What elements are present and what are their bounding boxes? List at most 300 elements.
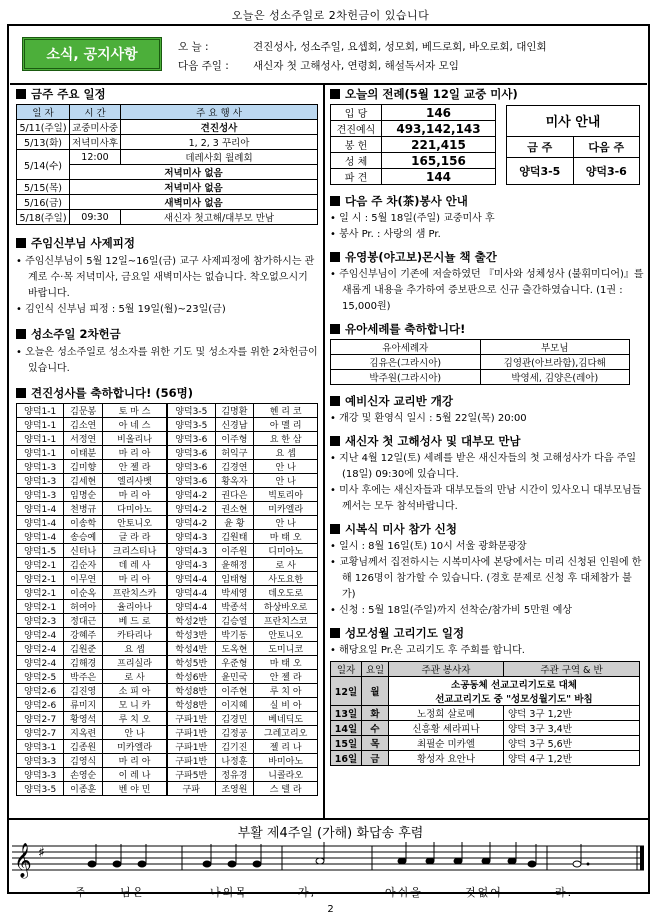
catechism-bullet: • 개강 및 환영식 일시 : 5월 22일(목) 20:00 xyxy=(330,411,644,427)
book-body xyxy=(330,267,644,315)
tea-bullet: • 봉사 Pr. : 사랑의 샘 Pr. xyxy=(330,227,644,243)
confirmation-name: 천병규 xyxy=(64,502,103,516)
confirmation-saint: 안토니오 xyxy=(103,516,167,530)
confirmation-area: 양덕3-5 xyxy=(167,418,215,432)
confirmation-name: 나정훈 xyxy=(215,754,254,768)
confirmation-name: 김문봉 xyxy=(64,404,103,418)
confirmation-saint: 프리실라 xyxy=(103,656,167,670)
schedule-event: 1, 2, 3 꾸리아 xyxy=(121,135,318,150)
column-divider xyxy=(323,83,325,818)
martyr-bullet: • 교황님께서 집전하시는 시복미사에 본당에서는 미리 신청된 인원에 한해 126명이 참가할 수 있습니다. (경호 문제로 신청 후 대체참가 불가) xyxy=(330,555,644,603)
week-schedule-header: 시 간 xyxy=(70,105,121,120)
rosary-volunteer: 노정희 살로메 xyxy=(389,706,504,721)
confirmation-name: 김종원 xyxy=(64,740,103,754)
priest-meeting-bullet: • 김인식 신부님 피정 : 5월 19일(월)~23일(금) xyxy=(16,302,318,318)
rosary-area: 양덕 3구 3,4반 xyxy=(504,721,640,736)
table-row xyxy=(17,150,318,165)
rosary-volunteer: 신흥황 세라피나 xyxy=(389,721,504,736)
confirmation-area: 구파1반 xyxy=(167,726,215,740)
confirmation-saint: 프란치스카 xyxy=(103,586,167,600)
confirmation-name: 정유경 xyxy=(215,768,254,782)
confirmation-name: 이순옥 xyxy=(64,586,103,600)
confirmation-name: 황옥자 xyxy=(215,474,254,488)
confirmation-saint: 모 니 카 xyxy=(103,698,167,712)
confirmation-name: 박세영 xyxy=(215,586,254,600)
lyric-syllable: 주 xyxy=(75,886,88,899)
confirmation-saint: 바미아노 xyxy=(254,754,318,768)
second-collection-bullet: • 오늘은 성소주일로 성소자를 위한 기도 및 성소자를 위한 2차헌금이 있습니다. xyxy=(16,345,318,377)
confirmation-area: 양덕2-1 xyxy=(17,558,64,572)
music-staff xyxy=(12,840,648,880)
lyric-syllable: 자, xyxy=(298,886,317,899)
confirmation-name: 김원태 xyxy=(215,530,254,544)
confirmation-saint: 요 셉 xyxy=(254,446,318,460)
table-row xyxy=(17,530,318,544)
martyr-bullet: • 일시 : 8월 16일(토) 10시 서울 광화문광장 xyxy=(330,539,644,555)
confirmation-saint: 루 치 아 xyxy=(254,684,318,698)
mass-value: 144 xyxy=(382,169,496,185)
schedule-date: 5/11(주일) xyxy=(17,120,70,135)
confirmation-title: 견진성사를 축하합니다! (56명) xyxy=(16,385,318,401)
rosary-note xyxy=(389,677,640,706)
confirmation-saint: 요 셉 xyxy=(103,642,167,656)
rosary-volunteer: 황성자 요안나 xyxy=(389,751,504,766)
schedule-time: 교중미사중 xyxy=(70,120,121,135)
rosary-date: 15일 xyxy=(331,736,362,751)
table-row xyxy=(17,404,318,418)
confirmation-area: 학성5반 xyxy=(167,656,215,670)
top-notice: 오늘은 성소주일로 2차헌금이 있습니다 xyxy=(231,9,430,22)
mass-value: 221,415 xyxy=(382,137,496,153)
confirmation-saint: 안 젤 라 xyxy=(103,460,167,474)
newcomer-bullet: • 미사 후에는 새신자들과 대부모들의 만남 시간이 있사오니 대부모님들께서는 모두 참석바랍니다. xyxy=(330,483,644,515)
confirmation-area: 학성3반 xyxy=(167,628,215,642)
priest-meeting-body xyxy=(16,254,318,318)
confirmation-area: 양덕1-4 xyxy=(17,530,64,544)
confirmation-area: 양덕3-5 xyxy=(167,404,215,418)
rosary-table xyxy=(330,661,640,766)
confirmation-name: 이지혜 xyxy=(215,698,254,712)
mass-value: 493,142,143 xyxy=(382,121,496,137)
confirmation-saint: 토 마 스 xyxy=(103,404,167,418)
notice-value-next: 새신자 첫 고해성사, 연령회, 해설독서자 모임 xyxy=(253,60,459,72)
confirmation-area: 양덕1-5 xyxy=(17,544,64,558)
confirmation-area: 학성6반 xyxy=(167,670,215,684)
confirmation-saint: 율리아나 xyxy=(103,600,167,614)
tea-body xyxy=(330,211,644,243)
table-row xyxy=(17,488,318,502)
confirmation-name: 윤민국 xyxy=(215,670,254,684)
confirmation-area: 학성8반 xyxy=(167,698,215,712)
schedule-event: 저녁미사 없음 xyxy=(70,165,318,180)
confirmation-name: 서정연 xyxy=(64,432,103,446)
table-row xyxy=(17,418,318,432)
confirmation-name: 이주현 xyxy=(215,684,254,698)
rosary-date: 14일 xyxy=(331,721,362,736)
confirmation-saint: 도미니코 xyxy=(254,642,318,656)
confirmation-name: 김미향 xyxy=(64,460,103,474)
confirmation-name: 이송학 xyxy=(64,516,103,530)
table-row xyxy=(17,684,318,698)
confirmation-area: 양덕2-7 xyxy=(17,712,64,726)
schedule-event: 저녁미사 없음 xyxy=(70,180,318,195)
left-column xyxy=(16,86,318,796)
schedule-time: 12:00 xyxy=(70,150,121,165)
table-row xyxy=(17,572,318,586)
lyric-syllable: 나의목 xyxy=(210,886,248,899)
confirmation-name: 손영순 xyxy=(64,768,103,782)
catechism-title: 예비신자 교리반 개강 xyxy=(330,393,644,409)
rosary-header: 요일 xyxy=(362,662,389,677)
confirmation-name: 신경남 xyxy=(215,418,254,432)
lyric-syllable: 것없어 xyxy=(465,886,503,899)
confirmation-area: 양덕2-3 xyxy=(17,614,64,628)
schedule-time: 저녁미사후 xyxy=(70,135,121,150)
confirmation-name: 김경연 xyxy=(215,460,254,474)
confirmation-area: 양덕2-4 xyxy=(17,656,64,670)
confirmation-saint: 크리스티나 xyxy=(103,544,167,558)
mass-guide-title: 미사 안내 xyxy=(507,105,640,136)
confirmation-name: 김소연 xyxy=(64,418,103,432)
schedule-time: 09:30 xyxy=(70,210,121,225)
rosary-day: 월 xyxy=(362,677,389,706)
confirmation-area: 구파1반 xyxy=(167,712,215,726)
mass-value: 165,156 xyxy=(382,153,496,169)
confirmation-name: 박주은 xyxy=(64,670,103,684)
confirmation-name: 이무연 xyxy=(64,572,103,586)
tea-title: 다음 주 차(茶)봉사 안내 xyxy=(330,193,644,209)
confirmation-saint: 안 젤 라 xyxy=(254,670,318,684)
confirmation-area: 양덕4-4 xyxy=(167,600,215,614)
confirmation-saint: 데 레 사 xyxy=(103,558,167,572)
mass-guide-value: 양덕3-5 xyxy=(507,157,574,184)
table-row xyxy=(17,628,318,642)
table-row xyxy=(17,726,318,740)
notice-label-today: 오 늘 : xyxy=(178,41,209,53)
confirmation-saint: 헨 리 코 xyxy=(254,404,318,418)
table-row xyxy=(17,586,318,600)
confirmation-area: 양덕2-6 xyxy=(17,684,64,698)
table-row xyxy=(331,169,496,185)
infant-child: 김유은(그라시아) xyxy=(331,355,481,370)
rosary-note-line: 선교고리기도 중 "성모성월기도" 바침 xyxy=(435,694,593,705)
confirmation-name: 도옥현 xyxy=(215,642,254,656)
confirmation-saint: 사도요한 xyxy=(254,572,318,586)
confirmation-saint: 프란치스코 xyxy=(254,614,318,628)
confirmation-area: 양덕3-3 xyxy=(17,754,64,768)
confirmation-name: 박종석 xyxy=(215,600,254,614)
notice-value-today: 견진성사, 성소주일, 요셉회, 성모회, 베드로회, 바오로회, 대인회 xyxy=(253,41,547,53)
newcomer-bullet: • 지난 4월 12일(토) 세례를 받은 새신자들의 첫 고해성사가 다음 주일(18일) 09:30에 있습니다. xyxy=(330,451,644,483)
rosary-title: 성모성월 고리기도 일정 xyxy=(330,625,644,641)
table-row xyxy=(17,180,318,195)
table-row xyxy=(17,502,318,516)
confirmation-saint: 하상바오로 xyxy=(254,600,318,614)
table-row xyxy=(17,670,318,684)
confirmation-area: 양덕1-3 xyxy=(17,488,64,502)
schedule-event: 새벽미사 없음 xyxy=(70,195,318,210)
confirmation-area: 구파1반 xyxy=(167,740,215,754)
confirmation-saint: 카타리나 xyxy=(103,628,167,642)
confirmation-saint: 안 나 xyxy=(254,516,318,530)
mass-table xyxy=(330,104,496,185)
confirmation-saint: 마 태 오 xyxy=(254,656,318,670)
table-row xyxy=(331,370,630,385)
confirmation-area: 구파 xyxy=(167,782,215,796)
confirmation-saint: 아 멜 리 xyxy=(254,418,318,432)
schedule-date: 5/16(금) xyxy=(17,195,70,210)
mass-block xyxy=(330,104,644,185)
confirmation-name: 임태형 xyxy=(215,572,254,586)
table-row xyxy=(331,137,496,153)
confirmation-area: 양덕1-1 xyxy=(17,404,64,418)
confirmation-saint: 빅토리아 xyxy=(254,488,318,502)
confirmation-name: 김기진 xyxy=(215,740,254,754)
page-number: 2 xyxy=(327,904,334,915)
confirmation-saint: 안 나 xyxy=(254,460,318,474)
confirmation-area: 양덕2-1 xyxy=(17,600,64,614)
confirmation-saint: 베네딕도 xyxy=(254,712,318,726)
schedule-date: 5/14(수) xyxy=(17,150,70,180)
newcomer-body xyxy=(330,451,644,515)
notice-tag: 소식, 공지사항 xyxy=(22,37,162,71)
confirmation-saint: 스 텔 라 xyxy=(254,782,318,796)
second-collection-body xyxy=(16,345,318,377)
confirmation-name: 우준형 xyxy=(215,656,254,670)
table-row xyxy=(331,751,640,766)
confirmation-area: 양덕3-6 xyxy=(167,446,215,460)
table-row xyxy=(17,600,318,614)
confirmation-saint: 베 드 로 xyxy=(103,614,167,628)
confirmation-area: 양덕4-3 xyxy=(167,544,215,558)
mass-label: 입 당 xyxy=(331,105,382,121)
confirmation-saint: 이 레 나 xyxy=(103,768,167,782)
confirmation-saint: 마 리 아 xyxy=(103,488,167,502)
confirmation-saint: 소 피 아 xyxy=(103,684,167,698)
confirmation-area: 양덕1-4 xyxy=(17,502,64,516)
confirmation-saint: 실 비 아 xyxy=(254,698,318,712)
rosary-date: 13일 xyxy=(331,706,362,721)
lyric-syllable: 아쉬울 xyxy=(385,886,423,899)
table-row xyxy=(17,432,318,446)
confirmation-name: 류미지 xyxy=(64,698,103,712)
infant-header: 부모님 xyxy=(480,340,630,355)
confirmation-area: 양덕4-3 xyxy=(167,558,215,572)
rosary-area: 양덕 4구 1,2반 xyxy=(504,751,640,766)
table-row xyxy=(331,355,630,370)
confirmation-area: 양덕3-3 xyxy=(17,768,64,782)
rosary-area: 양덕 3구 1,2반 xyxy=(504,706,640,721)
mass-label: 봉 헌 xyxy=(331,137,382,153)
confirmation-saint: 엘리사벳 xyxy=(103,474,167,488)
table-row xyxy=(17,135,318,150)
confirmation-name: 권소현 xyxy=(215,502,254,516)
confirmation-saint: 미카엘라 xyxy=(254,502,318,516)
table-row xyxy=(17,195,318,210)
infant-parents: 김영관(아브라함),김다해 xyxy=(480,355,630,370)
confirmation-saint: 마 태 오 xyxy=(254,530,318,544)
right-column xyxy=(330,86,644,766)
confirmation-saint: 마 리 아 xyxy=(103,572,167,586)
priest-meeting-title: 주임신부님 사제피정 xyxy=(16,235,318,251)
rosary-note-line: 소공동체 선교고리기도로 대체 xyxy=(451,680,577,691)
martyr-title: 시복식 미사 참가 신청 xyxy=(330,521,644,537)
confirmation-name: 김해경 xyxy=(64,656,103,670)
confirmation-area: 양덕3-6 xyxy=(167,460,215,474)
hymn-title: 부활 제4주일 (가해) 화답송 후렴 xyxy=(237,826,424,841)
week-schedule-title: 금주 주요 일정 xyxy=(16,86,318,102)
book-title: 유영봉(야고보)몬시뇰 책 출간 xyxy=(330,249,644,265)
table-row xyxy=(331,121,496,137)
schedule-date: 5/15(목) xyxy=(17,180,70,195)
confirmation-saint: 안 나 xyxy=(103,726,167,740)
confirmation-saint: 그레고리오 xyxy=(254,726,318,740)
table-row xyxy=(17,460,318,474)
confirmation-saint: 마 리 아 xyxy=(103,446,167,460)
table-row xyxy=(17,712,318,726)
confirmation-area: 양덕2-7 xyxy=(17,726,64,740)
table-row xyxy=(17,656,318,670)
confirmation-area: 양덕4-4 xyxy=(167,586,215,600)
confirmation-saint: 안토니오 xyxy=(254,628,318,642)
confirmation-area: 양덕2-5 xyxy=(17,670,64,684)
confirmation-saint: 젤 리 나 xyxy=(254,740,318,754)
table-row xyxy=(331,677,640,706)
confirmation-name: 김영식 xyxy=(64,754,103,768)
confirmation-area: 구파5반 xyxy=(167,768,215,782)
confirmation-name: 박기동 xyxy=(215,628,254,642)
rosary-date: 16일 xyxy=(331,751,362,766)
confirmation-area: 양덕3-1 xyxy=(17,740,64,754)
confirmation-name: 이주형 xyxy=(215,432,254,446)
table-row xyxy=(331,153,496,169)
confirmation-table xyxy=(16,403,318,796)
rosary-day: 수 xyxy=(362,721,389,736)
confirmation-area: 양덕2-6 xyxy=(17,698,64,712)
priest-meeting-bullet: • 주임신부님이 5월 12일~16일(금) 교구 사제피정에 참가하시는 관계로 수·목 저녁미사, 금요일 새벽미사는 없습니다. 착오없으시기 바랍니다. xyxy=(16,254,318,302)
table-row xyxy=(17,642,318,656)
table-row xyxy=(17,614,318,628)
confirmation-saint: 요 한 삼 xyxy=(254,432,318,446)
table-row xyxy=(17,120,318,135)
confirmation-area: 양덕1-3 xyxy=(17,474,64,488)
confirmation-area: 학성2반 xyxy=(167,614,215,628)
table-row xyxy=(17,516,318,530)
book-bullet: • 주임신부님이 기존에 저술하였던 『미사와 성체성사 (불휘미디어)』를 새롭게 내용을 추가하여 증보판으로 신규 출간하였습니다. (1권 : 15,000원) xyxy=(330,267,644,315)
lyric-syllable: 라. xyxy=(555,886,574,899)
tea-bullet: • 일 시 : 5월 18일(주일) 교중미사 후 xyxy=(330,211,644,227)
confirmation-area: 양덕2-1 xyxy=(17,586,64,600)
schedule-date: 5/18(주일) xyxy=(17,210,70,225)
confirmation-area: 양덕1-1 xyxy=(17,446,64,460)
mass-guide-header: 금 주 xyxy=(507,136,574,157)
mass-guide-header: 다음 주 xyxy=(573,136,640,157)
confirmation-area: 양덕2-1 xyxy=(17,572,64,586)
schedule-event: 새신자 첫고해/대부모 만남 xyxy=(121,210,318,225)
confirmation-saint: 글 라 라 xyxy=(103,530,167,544)
confirmation-name: 이주원 xyxy=(215,544,254,558)
catechism-body xyxy=(330,411,644,427)
table-row xyxy=(17,544,318,558)
confirmation-saint: 아 네 스 xyxy=(103,418,167,432)
table-row xyxy=(17,558,318,572)
confirmation-name: 조영원 xyxy=(215,782,254,796)
martyr-body xyxy=(330,539,644,619)
infant-parents: 박영세, 김양은(레아) xyxy=(480,370,630,385)
mass-label: 견진예식 xyxy=(331,121,382,137)
rosary-date: 12일 xyxy=(331,677,362,706)
rosary-body xyxy=(330,643,644,659)
lyric-syllable: 님은 xyxy=(120,886,146,899)
confirmation-saint: 데오도로 xyxy=(254,586,318,600)
confirmation-name: 권다은 xyxy=(215,488,254,502)
confirmation-name: 지옥련 xyxy=(64,726,103,740)
confirmation-area: 양덕1-4 xyxy=(17,516,64,530)
confirmation-area: 양덕2-4 xyxy=(17,642,64,656)
confirmation-saint: 니콜라오 xyxy=(254,768,318,782)
table-row xyxy=(331,736,640,751)
rosary-area: 양덕 3구 5,6반 xyxy=(504,736,640,751)
infant-table xyxy=(330,339,630,385)
mass-guide-value: 양덕3-6 xyxy=(573,157,640,184)
confirmation-saint: 다미아노 xyxy=(103,502,167,516)
mass-value: 146 xyxy=(382,105,496,121)
treble-clef-icon: 𝄞 xyxy=(14,843,32,878)
table-row xyxy=(17,698,318,712)
confirmation-area: 양덕1-3 xyxy=(17,460,64,474)
second-collection-title: 성소주일 2차헌금 xyxy=(16,326,318,342)
schedule-event: 견진성사 xyxy=(121,120,318,135)
infant-header: 유아세례자 xyxy=(331,340,481,355)
table-row xyxy=(331,105,496,121)
confirmation-name: 김원준 xyxy=(64,642,103,656)
confirmation-saint: 로 사 xyxy=(254,558,318,572)
rosary-header: 일자 xyxy=(331,662,362,677)
confirmation-name: 김세현 xyxy=(64,474,103,488)
notice-lines xyxy=(178,38,547,76)
confirmation-saint: 로 사 xyxy=(103,670,167,684)
confirmation-saint: 벤 야 민 xyxy=(103,782,167,796)
confirmation-saint: 마 리 아 xyxy=(103,754,167,768)
svg-text:♯: ♯ xyxy=(38,845,45,861)
table-row xyxy=(17,446,318,460)
confirmation-name: 윤 황 xyxy=(215,516,254,530)
week-schedule-header: 일 자 xyxy=(17,105,70,120)
mass-guide-table xyxy=(506,105,640,185)
confirmation-area: 양덕4-4 xyxy=(167,572,215,586)
confirmation-area: 양덕4-2 xyxy=(167,488,215,502)
confirmation-saint: 미카엘라 xyxy=(103,740,167,754)
schedule-event: 데레사회 월례회 xyxy=(121,150,318,165)
confirmation-area: 양덕1-1 xyxy=(17,432,64,446)
confirmation-area: 학성4반 xyxy=(167,642,215,656)
confirmation-saint: 비올리나 xyxy=(103,432,167,446)
confirmation-area: 양덕4-2 xyxy=(167,516,215,530)
mass-title: 오늘의 전례(5월 12일 교중 미사) xyxy=(330,86,644,102)
schedule-date: 5/13(화) xyxy=(17,135,70,150)
mass-label: 파 견 xyxy=(331,169,382,185)
table-row xyxy=(17,782,318,796)
rosary-header: 주관 구역 & 반 xyxy=(504,662,640,677)
confirmation-name: 허익구 xyxy=(215,446,254,460)
table-row xyxy=(331,706,640,721)
confirmation-saint: 디미아노 xyxy=(254,544,318,558)
table-row xyxy=(331,721,640,736)
confirmation-saint: 안 나 xyxy=(254,474,318,488)
confirmation-area: 구파1반 xyxy=(167,754,215,768)
confirmation-name: 강혜주 xyxy=(64,628,103,642)
notice-label-next: 다음 주일 : xyxy=(178,60,229,72)
